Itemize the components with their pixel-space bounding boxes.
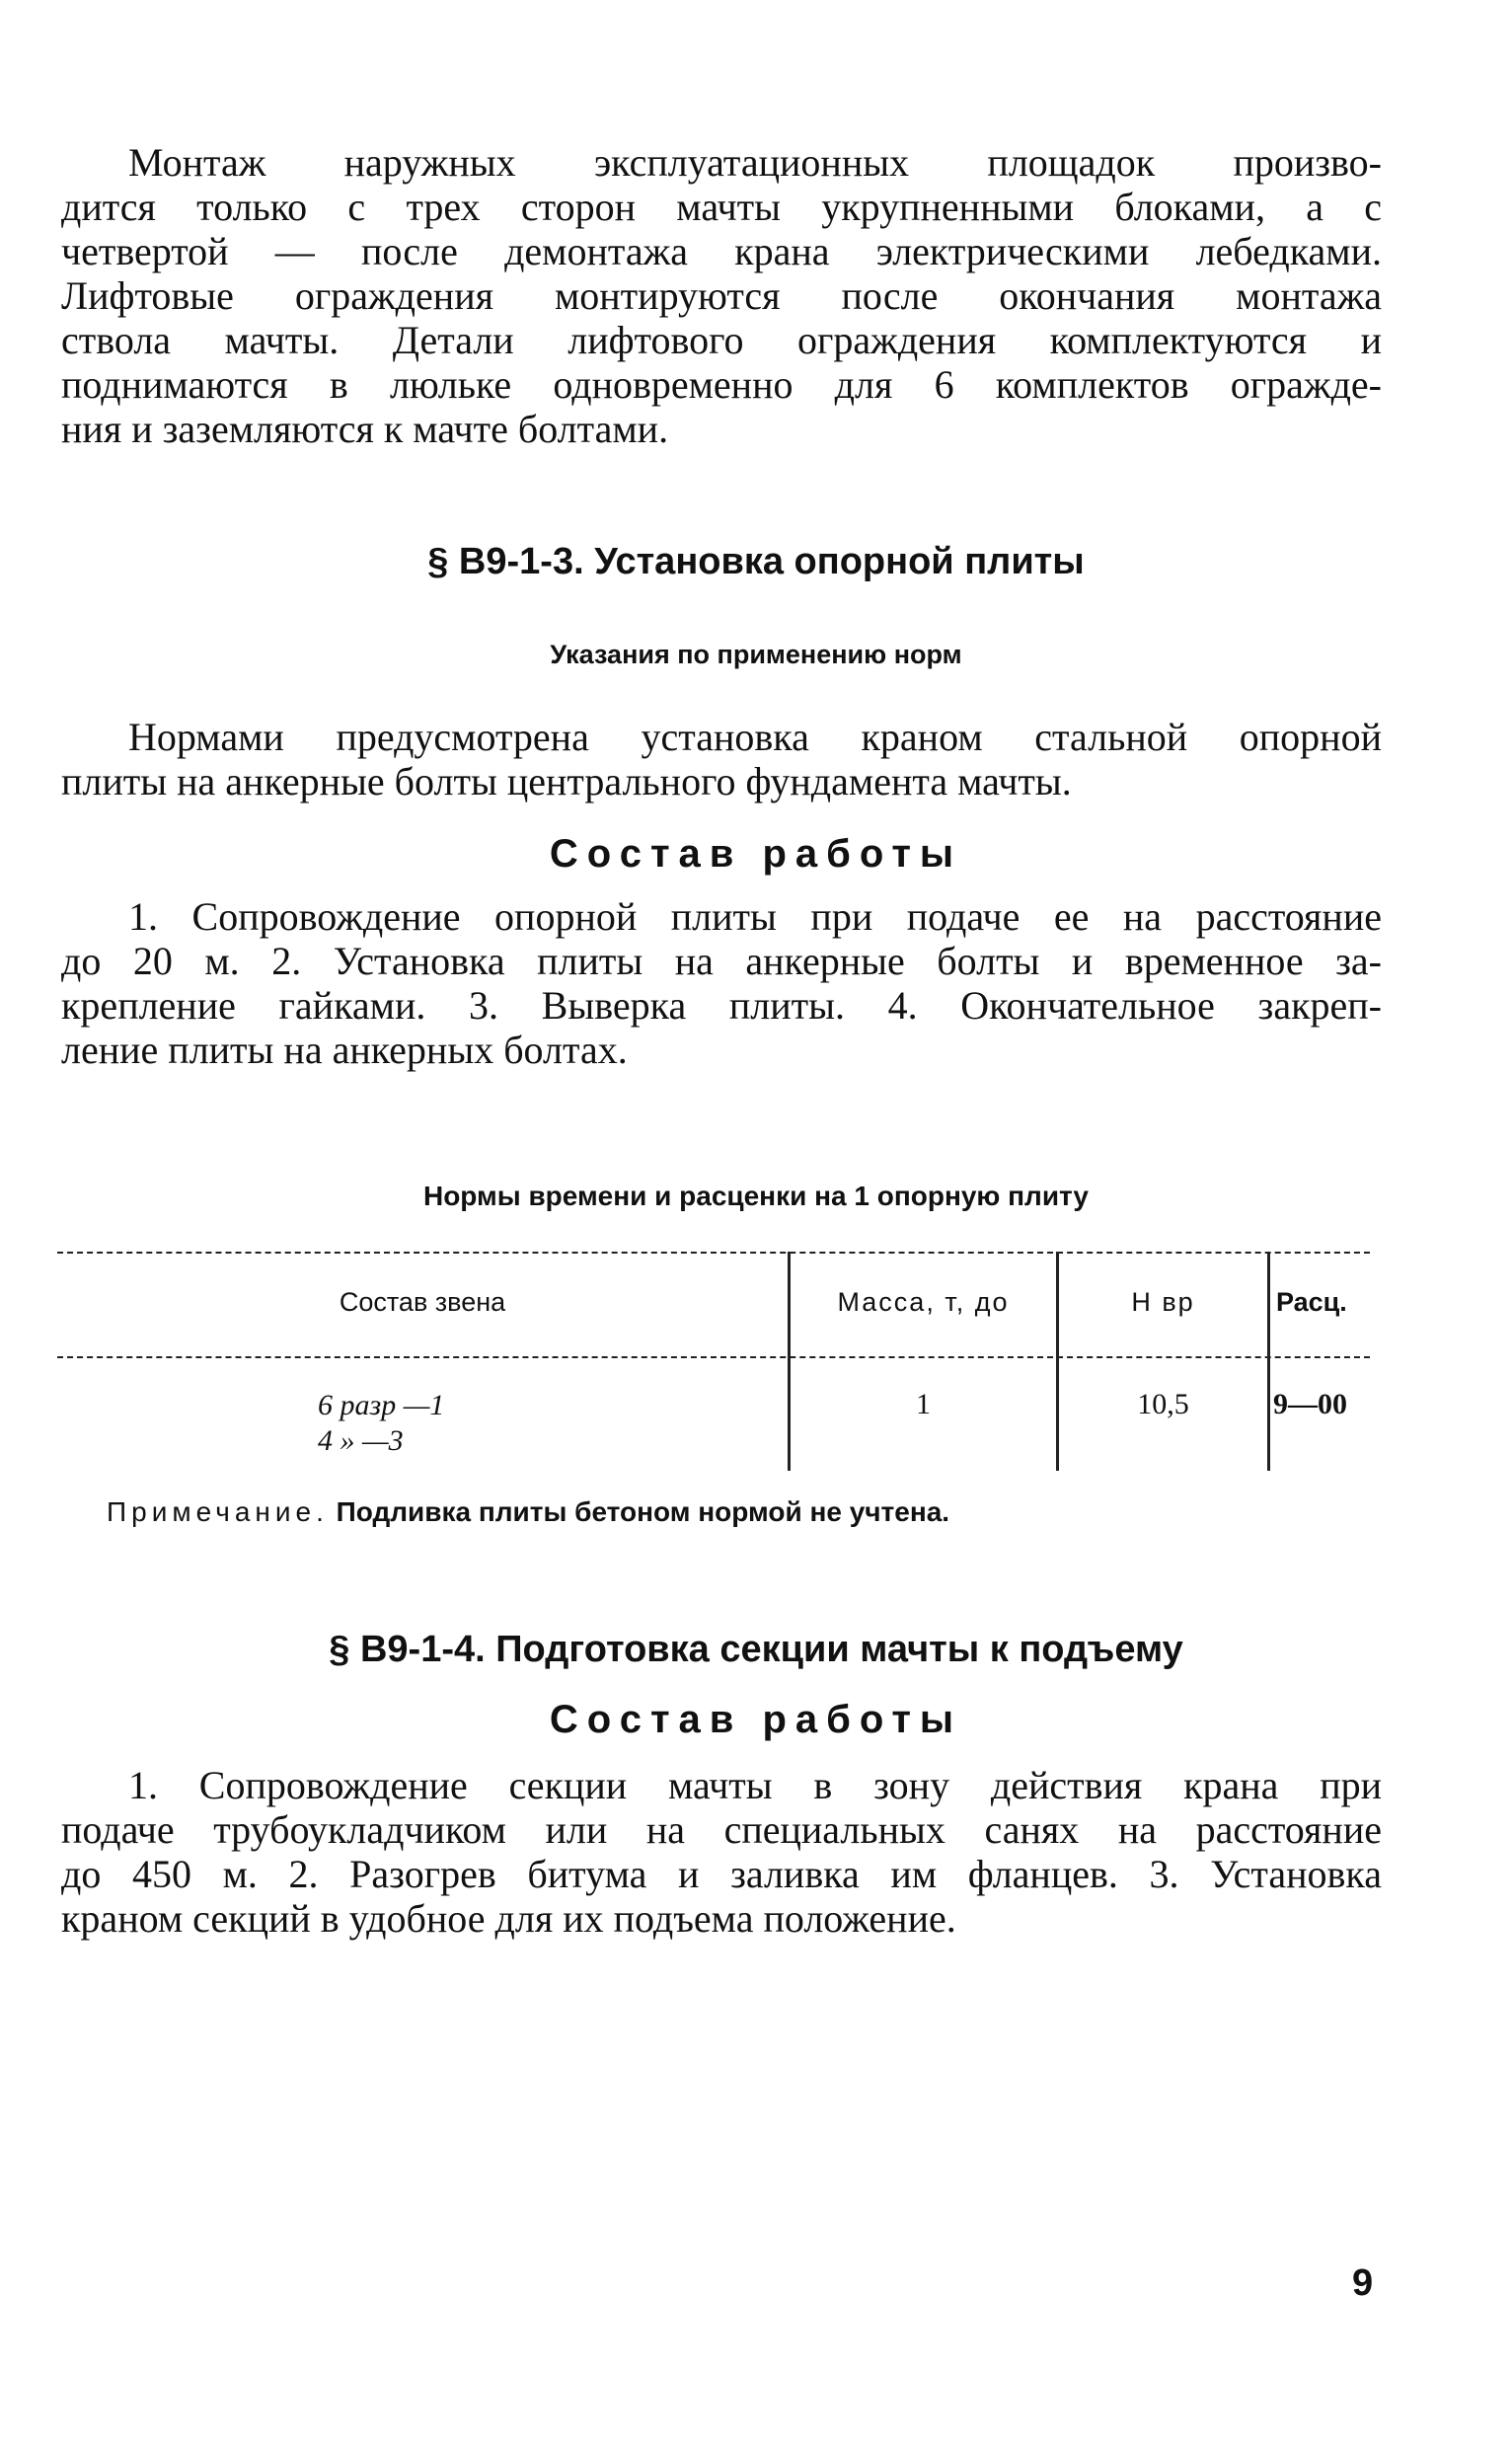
- section-title: § В9-1-4. Подготовка секции мачты к подъему: [329, 1629, 1183, 1670]
- text-line: 1. Сопровождение опорной плиты при подаче ее на расстояние: [128, 894, 1382, 939]
- text-line: четвертой — после демонтажа крана электрическими лебедками.: [61, 229, 1382, 273]
- text-line: Нормами предусмотрена установка краном стальной опорной: [128, 715, 1382, 759]
- crew-line: 4 » —3: [318, 1424, 404, 1457]
- crew-composition: [318, 1388, 444, 1459]
- table-rule: [57, 1252, 1370, 1254]
- guidance-title: Указания по применению норм: [550, 640, 962, 669]
- text-line: дится только с трех сторон мачты укрупненными блоками, а с: [61, 185, 1382, 229]
- text-line: краном секций в удобное для их подъема положение.: [61, 1896, 956, 1941]
- header-price: Расц.: [1276, 1287, 1347, 1317]
- column-divider: [1267, 1252, 1270, 1471]
- table-note: [107, 1496, 949, 1528]
- cell-mass: 1: [916, 1388, 931, 1420]
- text-line: ление плиты на анкерных болтах.: [61, 1028, 628, 1072]
- section-title: § В9-1-3. Установка опорной плиты: [427, 541, 1085, 582]
- text-line: до 450 м. 2. Разогрев битума и заливка им фланцев. 3. Установка: [61, 1852, 1382, 1896]
- text-line: Лифтовые ограждения монтируются после окончания монтажа: [61, 273, 1382, 318]
- work-composition-paragraph: [61, 1763, 1382, 1941]
- work-composition-title: Состав работы: [549, 832, 963, 876]
- note-text: Подливка плиты бетоном нормой не учтена.: [336, 1496, 950, 1527]
- page-number: 9: [1352, 2262, 1374, 2304]
- cell-norm-time: 10,5: [1137, 1388, 1189, 1420]
- text-line: до 20 м. 2. Установка плиты на анкерные болты и временное за-: [61, 939, 1382, 983]
- text-line: плиты на анкерные болты центрального фундамента мачты.: [61, 759, 1072, 803]
- text-line: Монтаж наружных эксплуатационных площадок произво-: [128, 140, 1382, 185]
- work-composition-title: Состав работы: [549, 1698, 963, 1741]
- norms-table: [57, 1252, 1370, 1471]
- text-line: поднимаются в люльке одновременно для 6 комплектов огражде-: [61, 362, 1382, 407]
- text-line: ствола мачты. Детали лифтового ограждения комплектуются и: [61, 318, 1382, 362]
- note-label: Примечание.: [107, 1496, 329, 1527]
- column-divider: [1056, 1252, 1059, 1471]
- column-divider: [788, 1252, 791, 1471]
- table-caption: Нормы времени и расценки на 1 опорную плиту: [422, 1181, 1090, 1211]
- text-line: ния и заземляются к мачте болтами.: [61, 407, 669, 451]
- text-line: 1. Сопровождение секции мачты в зону действия крана при: [128, 1763, 1382, 1807]
- header-crew: Состав звена: [339, 1287, 506, 1317]
- crew-line: 6 разр —1: [318, 1389, 445, 1421]
- header-mass: Масса, т, до: [837, 1287, 1010, 1317]
- intro-paragraph: [61, 140, 1382, 451]
- text-line: крепление гайками. 3. Выверка плиты. 4. Окончательное закреп-: [61, 983, 1382, 1028]
- text-line: подаче трубоукладчиком или на специальных санях на расстояние: [61, 1807, 1382, 1852]
- header-norm-time: Н вр: [1131, 1287, 1195, 1317]
- table-rule: [57, 1356, 1370, 1358]
- cell-price: 9—00: [1273, 1388, 1347, 1420]
- work-composition-paragraph: [61, 894, 1382, 1072]
- guidance-paragraph: [61, 715, 1382, 803]
